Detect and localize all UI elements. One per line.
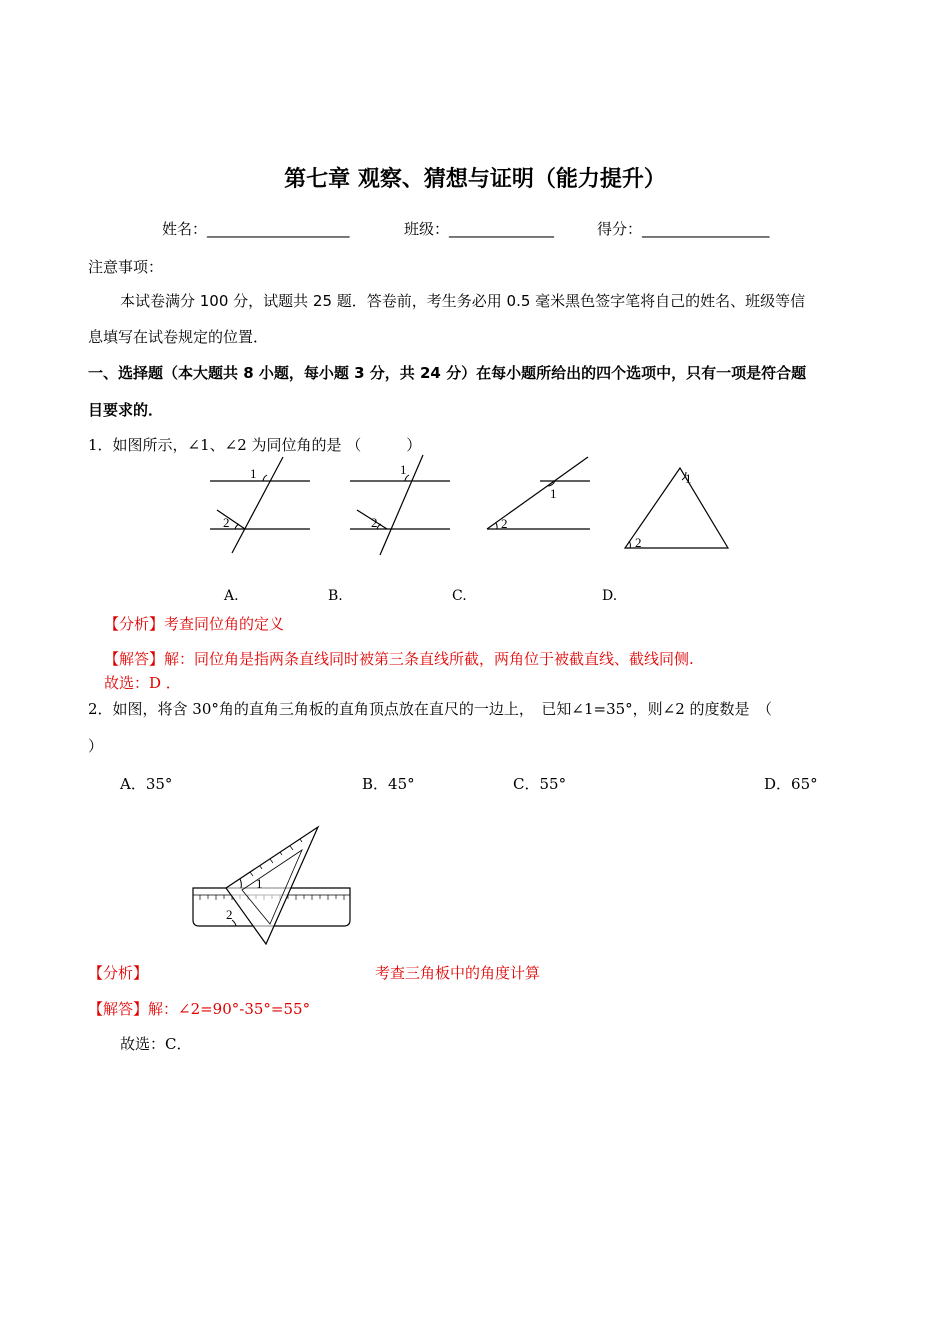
q1-fig-c-label-1: 1 [550, 486, 557, 501]
q2-option-d: D．65° [764, 775, 818, 793]
q1-option-b: B. [328, 588, 343, 604]
q2-option-b: B．45° [362, 775, 415, 793]
q1-figure-d [620, 458, 735, 553]
page-title: 第七章 观察、猜想与证明（能力提升） [284, 167, 666, 192]
q2-answer: 【解答】解：∠2=90°-35°=55° [88, 1000, 311, 1018]
q1-option-c: C. [452, 588, 467, 604]
q1-analysis: 【分析】考查同位角的定义 [104, 615, 285, 633]
q2-stem: 2．如图，将含 30°角的直角三角板的直角顶点放在直尺的一边上， 已知∠1=35°，则∠2 的度数是 （ [88, 700, 773, 718]
q1-option-d: D. [602, 588, 618, 604]
class-field: 班级：______________ [404, 220, 555, 238]
q2-fig-label-1: 1 [256, 876, 263, 891]
q2-analysis-label: 【分析】 [88, 964, 149, 982]
q1-fig-a-label-2: 2 [223, 515, 230, 530]
q2-analysis-text: 考查三角板中的角度计算 [375, 964, 541, 982]
q1-stem: 1．如图所示，∠1、∠2 为同位角的是 （ ） [88, 436, 422, 454]
section1-line-1: 一、选择题（本大题共 8 小题，每小题 3 分，共 24 分）在每小题所给出的四个选项中，只有一项是符合题 [88, 364, 807, 382]
notice-line-2: 息填写在试卷规定的位置． [88, 328, 269, 346]
section1-line-2: 目要求的． [88, 401, 164, 419]
notice-heading: 注意事项： [88, 258, 164, 276]
q1-fig-c-label-2: 2 [501, 516, 508, 531]
q2-choice: 故选：C． [120, 1035, 192, 1053]
q1-option-a: A. [224, 588, 239, 604]
q1-fig-d-label-1: 1 [685, 471, 692, 486]
q1-answer: 【解答】解：同位角是指两条直线同时被第三条直线所截，两角位于被截直线、截线同侧. [104, 650, 694, 668]
q1-fig-b-label-1: 1 [400, 462, 407, 477]
q1-figure-c [485, 455, 595, 535]
name-field: 姓名：___________________ [162, 220, 350, 238]
q1-fig-d-label-2: 2 [635, 535, 642, 550]
q1-figure-a [205, 455, 315, 560]
q1-fig-a-label-1: 1 [250, 466, 257, 481]
score-field: 得分：_________________ [597, 220, 770, 238]
q1-figure-b [345, 455, 455, 560]
q2-option-a: A．35° [120, 775, 173, 793]
q1-fig-b-label-2: 2 [371, 515, 378, 530]
q2-fig-label-2: 2 [226, 907, 233, 922]
q2-figure-ruler-triangle [190, 824, 355, 949]
notice-line-1: 本试卷满分 100 分，试题共 25 题．答卷前，考生务必用 0.5 毫米黑色签字笔将自己的姓名、班级等信 [120, 292, 806, 310]
q1-choice: 故选：D ． [104, 674, 181, 692]
q2-option-c: C．55° [513, 775, 567, 793]
q2-stem-continued: ） [88, 737, 104, 755]
